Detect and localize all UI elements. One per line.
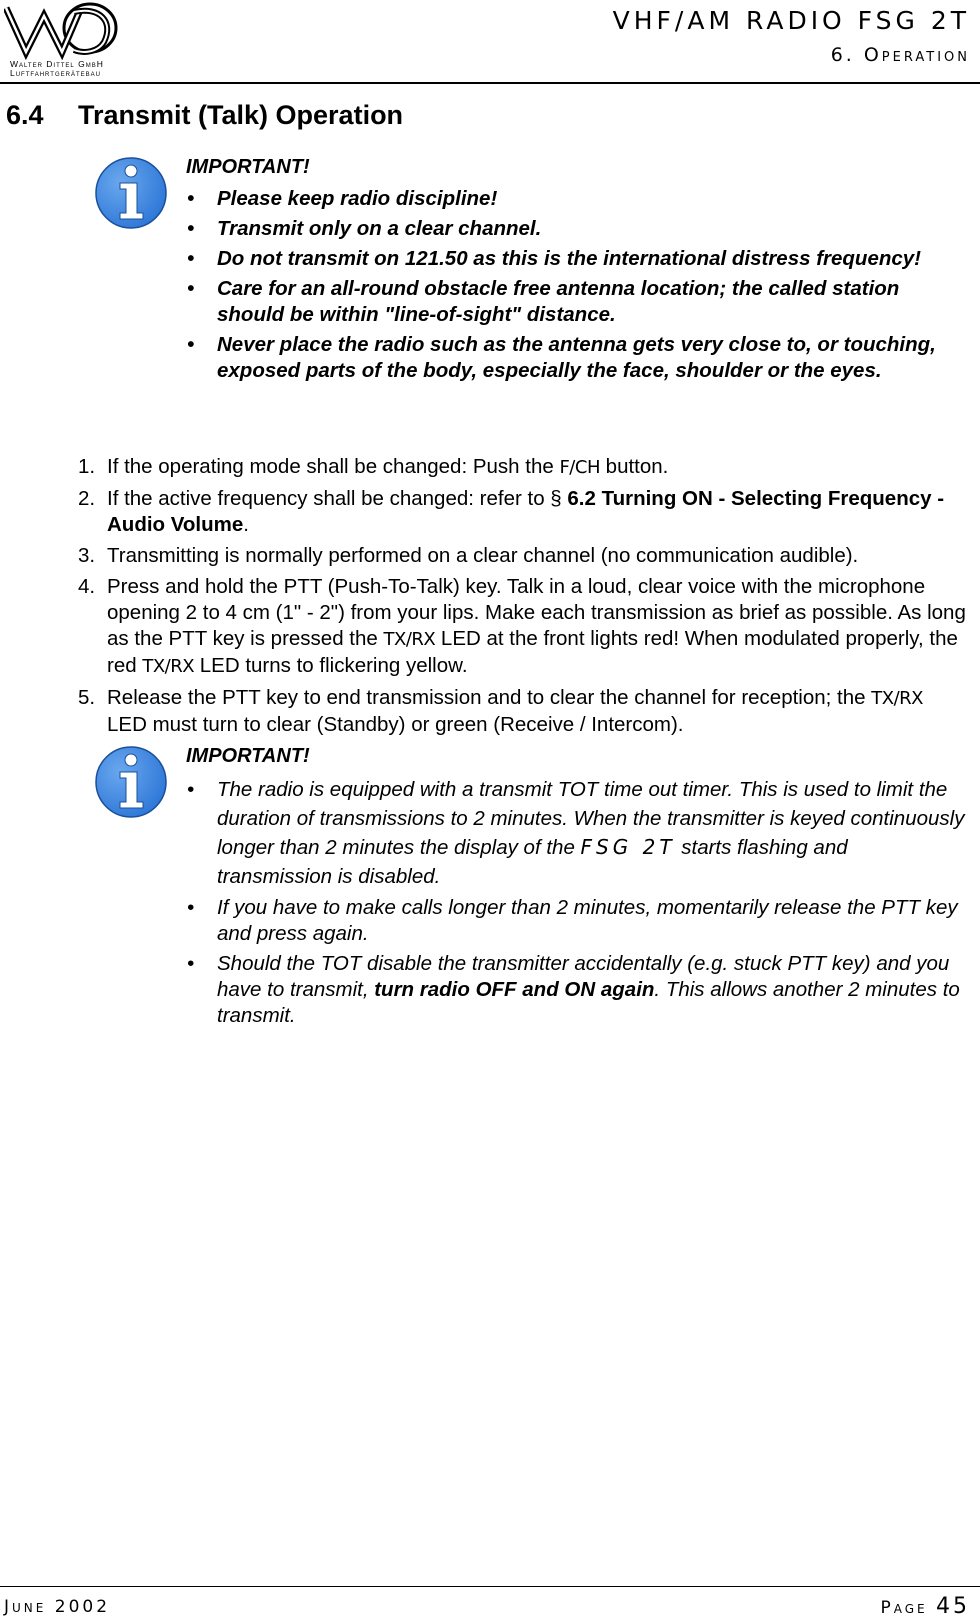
notice-item: • Care for an all-round obstacle free antenna location; the called station should be within "line-of-sight" distance. — [187, 277, 900, 326]
notice-title: IMPORTANT! — [186, 156, 310, 178]
section-reference: 6.2 Turning ON - Selecting Frequency - Audio Volume — [107, 487, 945, 536]
procedure-steps — [78, 454, 968, 743]
section-heading — [6, 100, 403, 131]
device-name: FSG 2T — [580, 835, 676, 859]
page-label: Page — [880, 1598, 928, 1618]
step-item: 2. If the active frequency shall be changed: refer to § 6.2 Turning ON - Selecting Frequency - Audio Volume. — [78, 487, 945, 536]
notice-item: • Please keep radio discipline! — [187, 187, 498, 210]
step-item: 4. Press and hold the PTT (Push-To-Talk) key. Talk in a loud, clear voice with the microphone opening 2 to 4 cm (1" - 2") from your lips. Make each transmission as brief as possible. As long as the PTT key is pressed the TX/RX LED at the front lights red! When modulated properly, the red TX/RX LED turns to flickering yellow. — [78, 575, 966, 677]
key-label: TX/RX — [142, 656, 195, 677]
step-item: 5. Release the PTT key to end transmission and to clear the channel for reception; the TX/RX LED must turn to clear (Standby) or green (Receive / Intercom). — [78, 686, 923, 736]
header-divider — [0, 82, 980, 84]
notice-item: • Never place the radio such as the antenna gets very close to, or touching, exposed parts of the body, especially the face, shoulder or the eyes. — [187, 333, 936, 382]
page-number: 45 — [936, 1594, 970, 1619]
company-logo — [4, 2, 122, 76]
footer-date: June 2002 — [4, 1597, 111, 1617]
emphasis-text: turn radio OFF and ON again — [374, 978, 655, 1001]
document-title: VHF/AM RADIO FSG 2T — [612, 6, 970, 35]
info-icon — [93, 744, 169, 820]
notice-item: • Transmit only on a clear channel. — [187, 217, 542, 240]
section-title: Transmit (Talk) Operation — [78, 100, 404, 130]
important-notice-list — [186, 186, 966, 388]
step-item: 1. If the operating mode shall be changed: Push the F/CH button. — [78, 455, 669, 478]
notice-item: • If you have to make calls longer than 2 minutes, momentarily release the PTT key and press again. — [187, 896, 958, 945]
key-label: F/CH — [559, 457, 600, 478]
key-label: TX/RX — [383, 629, 436, 650]
section-number: 6.4 — [6, 100, 44, 130]
notice-title: IMPORTANT! — [186, 745, 310, 767]
tot-notice-list — [186, 775, 966, 1033]
footer-divider — [0, 1586, 980, 1587]
page-header — [0, 0, 980, 86]
notice-item: • Should the TOT disable the transmitter accidentally (e.g. stuck PTT key) and you have to transmit, turn radio OFF and ON again. This allows another 2 minutes to transmit. — [187, 952, 960, 1027]
company-name: Walter Dittel GmbH — [10, 59, 104, 69]
chapter-title: 6. Operation — [830, 44, 970, 66]
wd-logo-mark — [4, 2, 122, 60]
step-item: 3. Transmitting is normally performed on a clear channel (no communication audible). — [78, 544, 859, 567]
info-icon — [93, 155, 169, 231]
notice-item: • The radio is equipped with a transmit TOT time out timer. This is used to limit the duration of transmissions to 2 minutes. When the transmitter is keyed continuously longer than 2 minutes the display of the FSG 2T starts flashing and transmission is disabled. — [187, 778, 965, 888]
footer-page — [880, 1594, 970, 1619]
notice-item: • Do not transmit on 121.50 as this is the international distress frequency! — [187, 247, 922, 270]
company-subtitle: Luftfahrtgerätebau — [10, 68, 101, 78]
key-label: TX/RX — [871, 688, 923, 709]
